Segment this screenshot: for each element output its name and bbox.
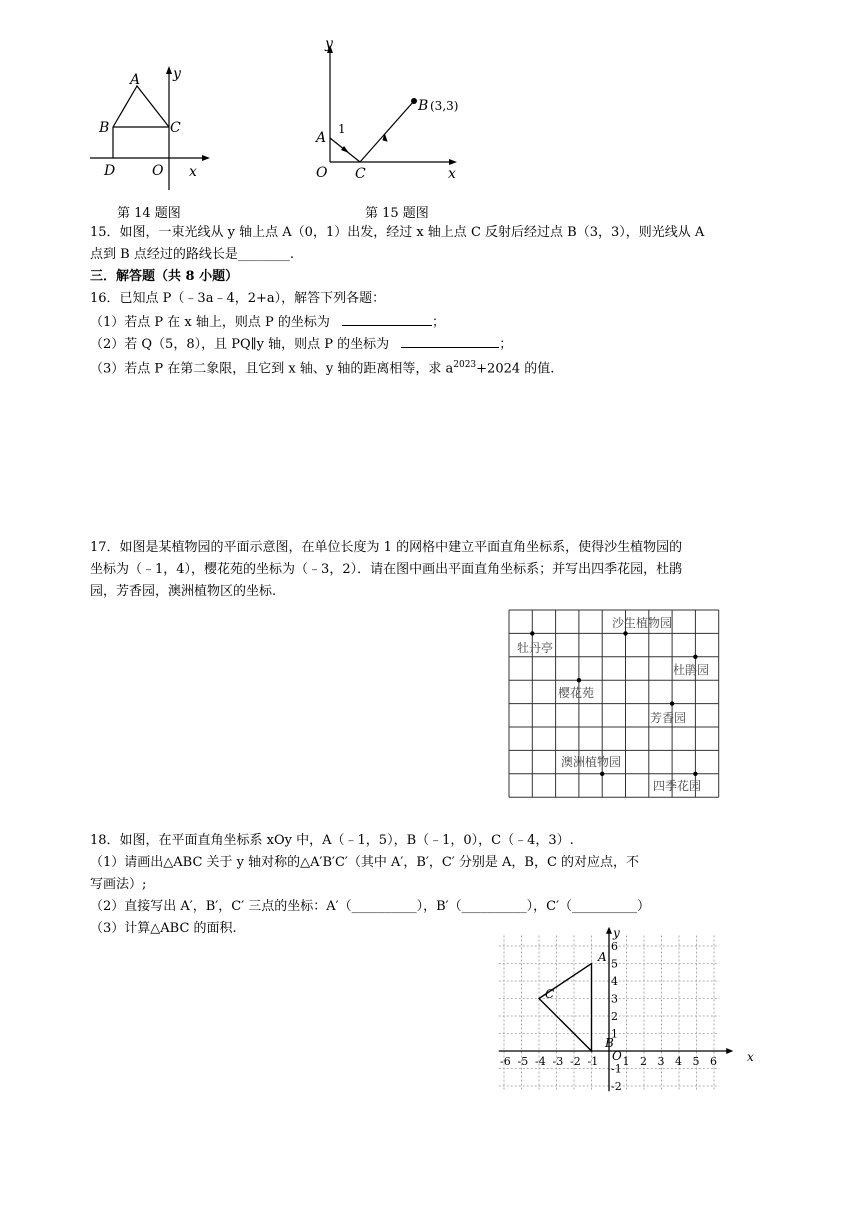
fig14-label-B: B xyxy=(99,120,110,136)
fig18-ytick-label: 4 xyxy=(611,975,618,988)
label-yinghua: 樱花苑 xyxy=(558,686,595,700)
fig15-label-1: 1 xyxy=(338,122,346,136)
fig18-label-C: C xyxy=(545,987,555,1001)
fig18-xtick-label: 6 xyxy=(710,1055,717,1068)
q15-line1: 15．如图，一束光线从 y 轴上点 A（0，1）出发，经过 x 轴上点 C 反射后经过点 B（3，3），则光线从 A xyxy=(90,225,705,240)
q18-part2: （2）直接写出 A′，B′，C′ 三点的坐标：A′（__________），B′（__________），C′（__________） xyxy=(90,899,651,914)
fig18-xtick-label: -6 xyxy=(500,1055,511,1068)
fig15-label-A: A xyxy=(316,130,327,146)
fig18-label-x: x xyxy=(747,1050,754,1064)
q16-part2: （2）若 Q（5，8），且 PQ∥y 轴，则点 P 的坐标为 ； xyxy=(90,333,512,355)
fig15-label-C: C xyxy=(355,166,366,182)
fig18-y-arrow xyxy=(606,927,612,934)
fig14-caption: 第 14 题图 xyxy=(117,206,181,221)
fig15-label-y: y xyxy=(325,36,333,52)
fig18-xtick-label: -1 xyxy=(587,1055,599,1068)
fig15-label-B: B xyxy=(418,98,429,114)
fig14-label-D: D xyxy=(104,163,116,179)
garden-point-yinghua xyxy=(577,678,581,682)
fig15-caption: 第 15 题图 xyxy=(365,206,429,221)
q18-stem: 18．如图，在平面直角坐标系 xOy 中，A（﹣1，5），B（﹣1，0），C（﹣4，3）. xyxy=(90,833,574,848)
fig18-label-A: A xyxy=(598,950,607,964)
q16-part1: （1）若点 P 在 x 轴上，则点 P 的坐标为 ； xyxy=(90,311,445,333)
garden-point-aozhou xyxy=(600,772,604,776)
q17-line3: 园，芳香园，澳洲植物区的坐标. xyxy=(90,584,277,599)
label-siji: 四季花园 xyxy=(653,779,702,793)
fig18-xtick-label: -5 xyxy=(517,1055,529,1068)
section-3-heading: 三．解答题（共 8 小题） xyxy=(90,269,239,284)
fig15-label-B-coord: (3,3) xyxy=(430,99,459,113)
fig15-label-O: O xyxy=(316,165,328,181)
fig18-xtick-label: 5 xyxy=(692,1055,700,1068)
fig18-ytick-label: 1 xyxy=(611,1027,618,1041)
fig18-label-O: O xyxy=(612,1049,622,1063)
garden-point-shasheng xyxy=(623,631,627,635)
fig14-label-O: O xyxy=(152,163,164,179)
garden-point-mudan xyxy=(530,631,534,635)
q16-part3-text: （3）若点 P 在第二象限，且它到 x 轴、y 轴的距离相等，求 a xyxy=(90,361,454,377)
label-dujuan: 杜鹃园 xyxy=(673,663,710,677)
q16-stem: 16．已知点 P（﹣3a﹣4，2+a），解答下列各题： xyxy=(90,291,386,306)
fig18-ytick-label: 3 xyxy=(611,992,618,1006)
fig18-label-B: B xyxy=(605,1036,614,1050)
fig18-ytick-label: -1 xyxy=(611,1062,622,1076)
fig18-label-y: y xyxy=(613,926,620,940)
figure-15 xyxy=(305,36,465,190)
fig18-ytick-label: -2 xyxy=(611,1080,622,1093)
fig18-ytick-label: 2 xyxy=(611,1010,618,1023)
label-fangxiang: 芳香园 xyxy=(650,711,687,725)
q18-part1b: 写画法）; xyxy=(90,877,147,892)
q17-line1: 17．如图是某植物园的平面示意图，在单位长度为 1 的网格中建立平面直角坐标系，使得沙生植物园的 xyxy=(90,540,683,555)
label-mudan: 牡丹亭 xyxy=(517,641,554,655)
fig14-label-x: x xyxy=(189,164,197,180)
figure-18-coordinate-plane xyxy=(500,925,760,1095)
fig14-label-A: A xyxy=(130,72,141,88)
garden-point-dujuan xyxy=(693,655,697,659)
q16-part3 xyxy=(90,355,554,379)
fig18-ytick-label: 6 xyxy=(611,940,618,953)
q18-part1a: （1）请画出△ABC 关于 y 轴对称的△A′B′C′（其中 A′，B′，C′ 分别是 A，B，C 的对应点，不 xyxy=(90,855,640,870)
q16-part3-exponent: 2023 xyxy=(453,360,477,370)
fig18-xtick-label: -4 xyxy=(535,1055,546,1068)
fig18-xtick-label: 1 xyxy=(622,1055,630,1068)
q16-part1-text: （1）若点 P 在 x 轴上，则点 P 的坐标为 xyxy=(90,315,330,330)
fig18-xtick-label: -3 xyxy=(552,1055,564,1068)
fig14-label-y: y xyxy=(173,66,181,82)
fig18-ytick-label: 5 xyxy=(611,957,618,971)
q16-part1-blank[interactable] xyxy=(342,311,432,326)
garden-point-fangxiang xyxy=(670,701,674,705)
fig15-label-x: x xyxy=(448,166,456,182)
figure-14 xyxy=(80,60,220,200)
label-aozhou: 澳洲植物园 xyxy=(561,755,622,769)
garden-map-grid xyxy=(505,606,725,802)
label-shasheng: 沙生植物园 xyxy=(612,616,673,630)
q16-part2-blank[interactable] xyxy=(401,333,499,348)
fig18-xtick-label: 2 xyxy=(640,1055,647,1068)
garden-point-siji xyxy=(693,772,697,776)
fig18-x-arrow xyxy=(726,1048,733,1054)
fig18-xtick-label: 4 xyxy=(675,1055,682,1068)
q17-line2: 坐标为（﹣1，4），樱花苑的坐标为（﹣3，2）．请在图中画出平面直角坐标系；并写出四季花园，杜鹃 xyxy=(90,562,683,577)
q16-part3-tail: +2024 的值. xyxy=(476,361,555,377)
q18-part3: （3）计算△ABC 的面积. xyxy=(90,921,237,936)
fig18-xtick-label: -2 xyxy=(570,1055,581,1068)
fig14-label-C: C xyxy=(170,120,181,136)
fig18-triangle-ABC xyxy=(539,964,592,1052)
fig18-xtick-label: 3 xyxy=(657,1055,665,1068)
q16-part2-text: （2）若 Q（5，8），且 PQ∥y 轴，则点 P 的坐标为 xyxy=(90,337,390,352)
q15-line2: 点到 B 点经过的路线长是________. xyxy=(90,247,294,262)
